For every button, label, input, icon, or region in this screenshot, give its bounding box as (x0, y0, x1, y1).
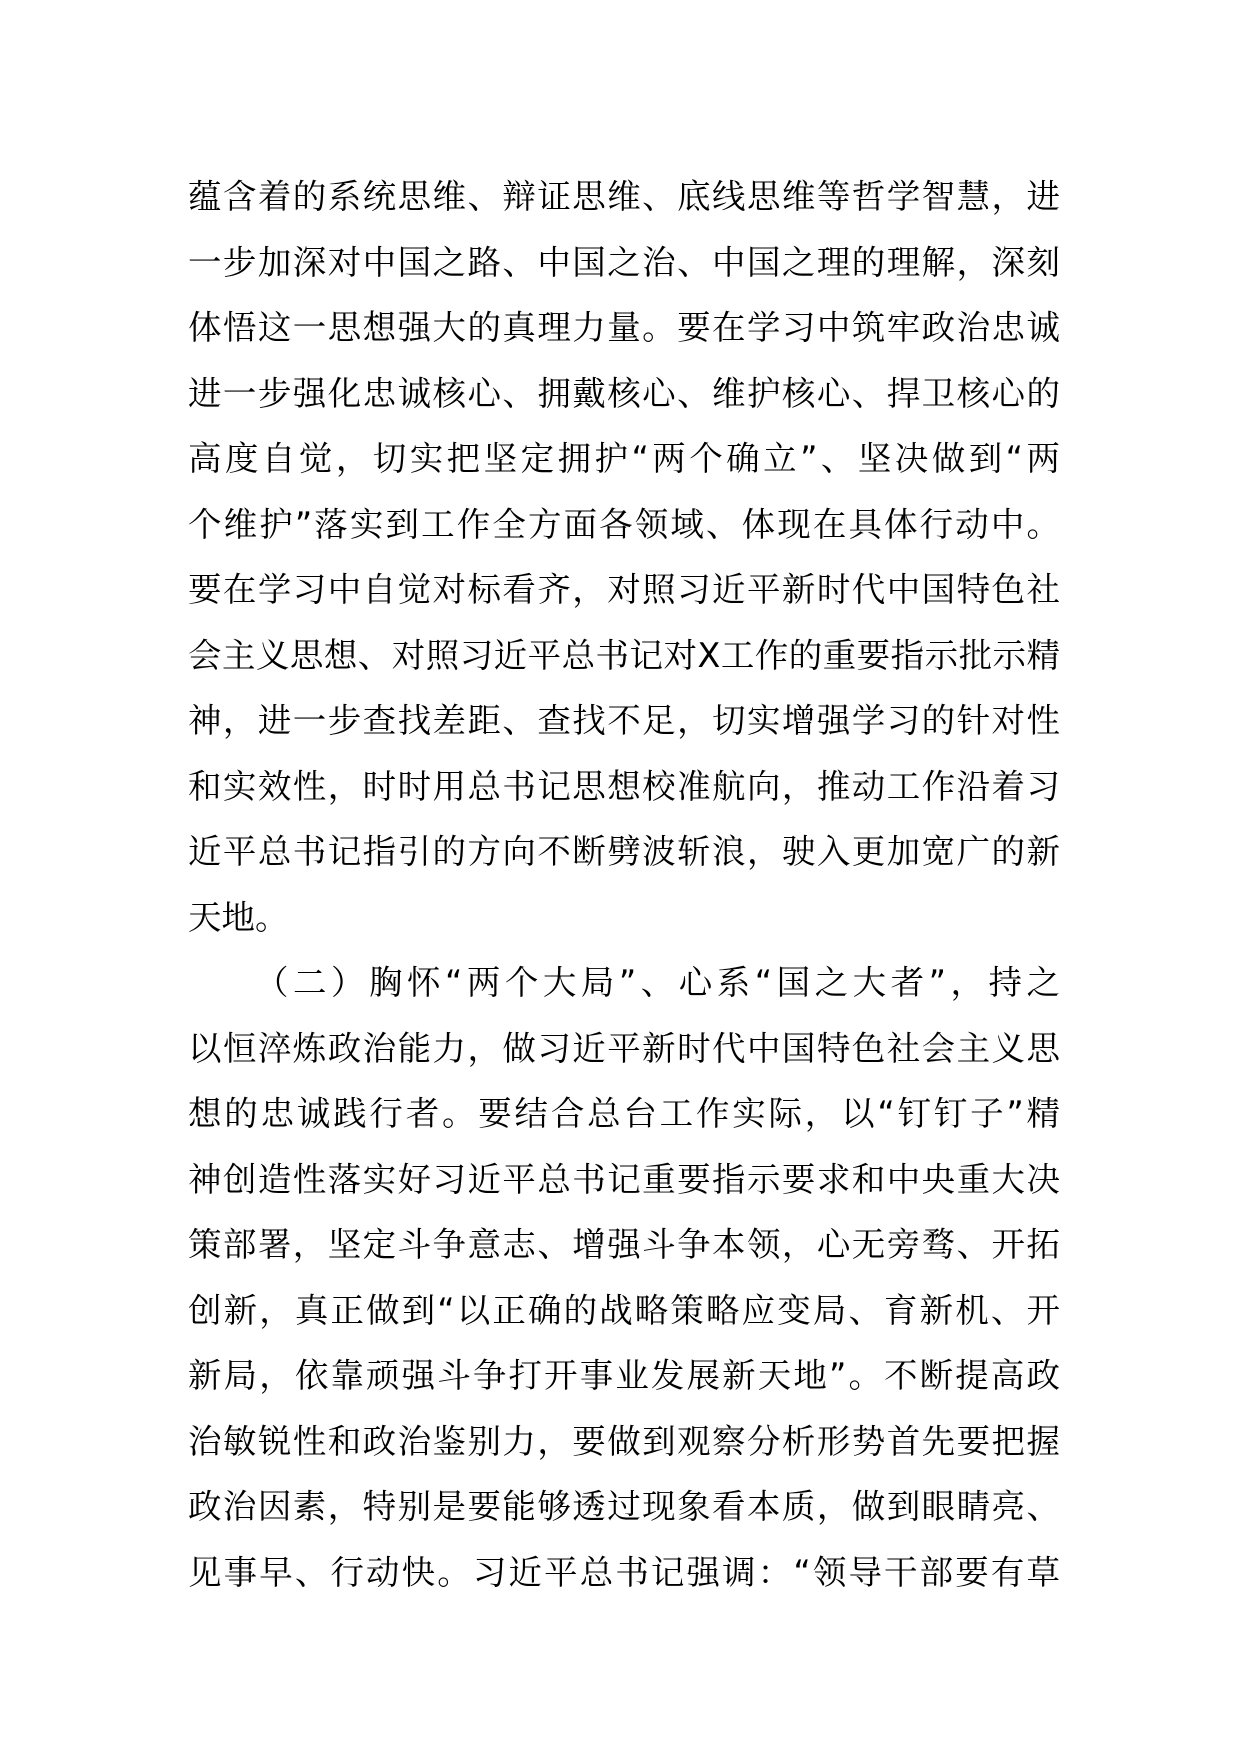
text-line: 和实效性，时时用总书记思想校准航向，推动工作沿着习 (188, 766, 1060, 806)
text-line: 以恒淬炼政治能力，做习近平新时代中国特色社会主义思 (188, 1028, 1060, 1068)
text-line: 创新，真正做到“以正确的战略策略应变局、育新机、开 (188, 1290, 1060, 1330)
text-line: 策部署，坚定斗争意志、增强斗争本领，心无旁骛、开拓 (188, 1225, 1060, 1264)
text-line: 新局，依靠顽强斗争打开事业发展新天地”。不断提高政 (188, 1356, 1060, 1395)
text-line: 想的忠诚践行者。要结合总台工作实际，以“钉钉子”精 (188, 1094, 1060, 1133)
text-line: 个维护”落实到工作全方面各领域、体现在具体行动中。 (188, 504, 1060, 544)
body-text (188, 164, 1060, 1605)
text-line: 神，进一步查找差距、查找不足，切实增强学习的针对性 (188, 701, 1060, 740)
text-line: 高度自觉，切实把坚定拥护“两个确立”、坚决做到“两 (188, 439, 1060, 478)
section-heading-line: （二）胸怀“两个大局”、心系“国之大者”，持之 (255, 963, 1060, 1002)
text-line: 见事早、行动快。习近平总书记强调：“领导干部要有草 (188, 1552, 1060, 1592)
text-line: 体悟这一思想强大的真理力量。要在学习中筑牢政治忠诚 (188, 308, 1060, 347)
text-line: 神创造性落实好习近平总书记重要指示要求和中央重大决 (188, 1159, 1060, 1199)
text-line: 治敏锐性和政治鉴别力，要做到观察分析形势首先要把握 (188, 1421, 1060, 1461)
text-line: 政治因素，特别是要能够透过现象看本质，做到眼睛亮、 (188, 1487, 1060, 1526)
text-line: 一步加深对中国之路、中国之治、中国之理的理解，深刻 (188, 242, 1060, 282)
text-line: 蕴含着的系统思维、辩证思维、底线思维等哲学智慧，进 (188, 177, 1060, 216)
text-line: 天地。 (188, 897, 289, 937)
text-line: 近平总书记指引的方向不断劈波斩浪，驶入更加宽广的新 (188, 832, 1060, 871)
text-line: 会主义思想、对照习近平总书记对X工作的重要指示批示精 (188, 635, 1060, 675)
text-line: 要在学习中自觉对标看齐，对照习近平新时代中国特色社 (188, 570, 1060, 609)
text-line: 进一步强化忠诚核心、拥戴核心、维护核心、捍卫核心的 (188, 373, 1060, 413)
